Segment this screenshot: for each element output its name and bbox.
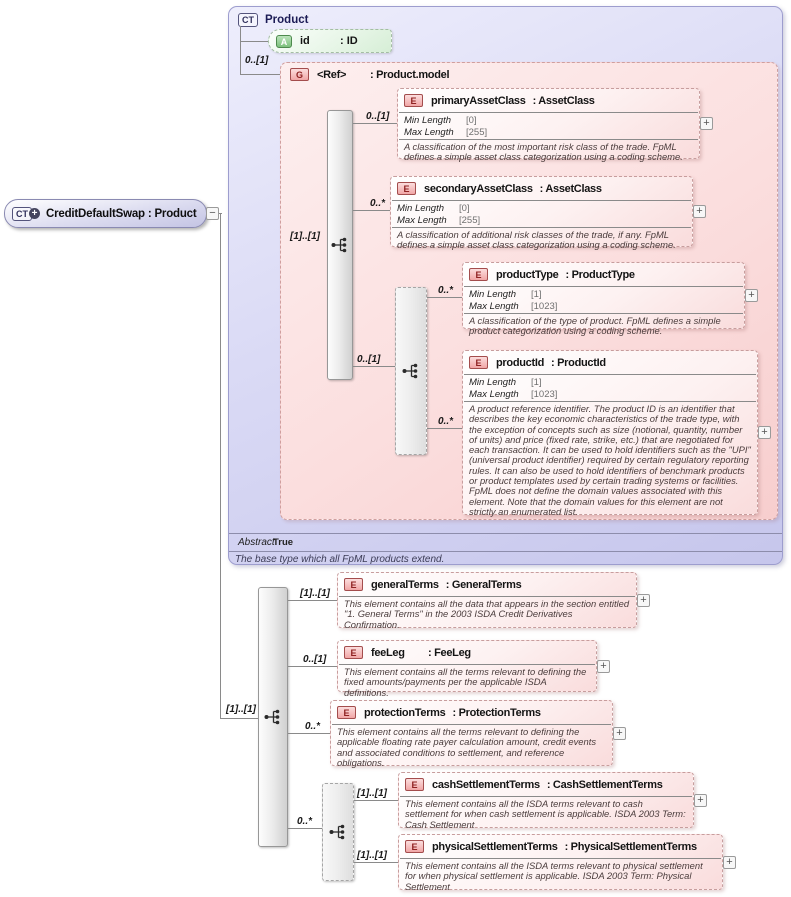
attribute-icon: A xyxy=(276,35,292,48)
element-name: protectionTerms xyxy=(364,706,446,719)
element-CreditDefaultSwap-node[interactable] xyxy=(4,199,207,228)
cardinality-label: [1]..[1] xyxy=(357,850,387,861)
element-description: A product reference identifier. The product ID is an identifier that describes the key economic characteristics of the trade type, with the exception of concepts such as size (notional, quantity, number of units) and price (fixed rate, strike, etc.) that are negotiated for each transaction. It can be used to hold identifiers such as the "UPI" (universal product identifier) required by certain regulatory reporting rules. It can also be used to hold identifiers of benchmark products or product templates used by certain trading systems or facilities. FpML does not define the domain values associated with this element. Note that the domain values for this element are not strictly an enumerated list. xyxy=(469,403,751,517)
connector-line xyxy=(427,428,462,429)
element-type: : FeeLeg xyxy=(428,646,471,659)
connector-line xyxy=(220,718,258,719)
cardinality-label: 0..* xyxy=(438,285,454,296)
element-icon: E xyxy=(337,706,356,719)
divider xyxy=(229,533,782,534)
element-header xyxy=(398,89,699,112)
expand-button[interactable]: + xyxy=(613,727,626,740)
expand-button[interactable]: + xyxy=(700,117,713,130)
expand-button[interactable]: + xyxy=(693,205,706,218)
element-description: This element contains all the ISDA terms relevant to physical settlement for when physical settlement is applicable. ISDA 2003 Term: Physical Settlement xyxy=(405,860,703,892)
cardinality-label: 0..* xyxy=(305,721,321,732)
element-productId[interactable] xyxy=(462,350,758,515)
element-icon: E xyxy=(344,578,363,591)
facet-label: Max Length xyxy=(404,126,454,138)
element-icon: E xyxy=(405,778,424,791)
group-name: <Ref> xyxy=(317,68,347,81)
cardinality-label: [1]..[1] xyxy=(357,788,387,799)
facet-label: Min Length xyxy=(404,115,452,126)
facet-value: [1023] xyxy=(531,300,558,312)
connector-line xyxy=(288,828,322,829)
element-type: : AssetClass xyxy=(539,182,602,195)
sequence-compositor[interactable] xyxy=(327,110,353,380)
element-icon: E xyxy=(469,356,488,369)
element-name: feeLeg xyxy=(371,646,405,659)
abstract-label: Abstract xyxy=(238,537,275,548)
sequence-compositor[interactable] xyxy=(395,287,427,455)
element-header xyxy=(399,835,722,858)
complextype-title: Product xyxy=(265,14,309,26)
connector-line xyxy=(240,41,268,42)
cardinality-label: 0..* xyxy=(370,198,386,209)
facet-list xyxy=(398,113,699,139)
connector-line xyxy=(288,733,330,734)
element-description: This element contains all the terms relevant to defining the applicable floating rate payer calculation amount, credit events and associated conditions to settlement, and reference obligations. xyxy=(337,726,597,769)
element-icon: E xyxy=(469,268,488,281)
element-icon: E xyxy=(344,646,363,659)
element-physicalSettlementTerms[interactable] xyxy=(398,834,723,890)
element-description: A classification of the most important risk class of the trade. FpML defines a simple asset class categorization using a coding scheme. xyxy=(404,141,683,163)
connector-line xyxy=(240,26,241,74)
facet-value: [1023] xyxy=(531,388,558,400)
element-type: : CashSettlementTerms xyxy=(546,778,663,791)
element-type: : GeneralTerms xyxy=(445,578,522,591)
complextype-description: The base type which all FpML products extend. xyxy=(235,554,445,565)
facet-label: Min Length xyxy=(469,289,517,300)
connector-line xyxy=(353,366,395,367)
collapse-button[interactable]: − xyxy=(206,207,219,220)
cardinality-label: 0..[1] xyxy=(245,55,269,66)
abstract-value: True xyxy=(273,537,294,548)
element-name: productId xyxy=(496,356,545,369)
connector-line xyxy=(354,862,398,863)
expand-button[interactable]: + xyxy=(758,426,771,439)
element-name: primaryAssetClass xyxy=(431,94,526,107)
sequence-icon xyxy=(329,823,347,841)
element-protectionTerms[interactable] xyxy=(330,700,613,769)
sequence-compositor[interactable] xyxy=(322,783,354,881)
element-header xyxy=(463,351,757,374)
element-name: productType xyxy=(496,268,559,281)
element-description: A classification of additional risk classes of the trade, if any. FpML defines a simple asset class categorization using a coding scheme. xyxy=(397,229,676,251)
connector-line xyxy=(240,74,280,75)
element-type: : PhysicalSettlementTerms xyxy=(564,840,697,853)
divider xyxy=(229,551,782,552)
element-description: This element contains all the data that appears in the section entitled "1. General Terms" in the 2003 ISDA Credit Derivatives Confirmation. xyxy=(344,598,630,630)
group-header xyxy=(281,63,777,81)
element-type: : ProtectionTerms xyxy=(452,706,541,719)
complextype-plus-icon xyxy=(12,207,40,221)
element-feeLeg[interactable] xyxy=(337,640,597,698)
cardinality-label: 0..* xyxy=(297,816,313,827)
element-name: CreditDefaultSwap : Product xyxy=(46,207,197,220)
cardinality-label: [1]..[1] xyxy=(290,231,320,242)
expand-button[interactable]: + xyxy=(637,594,650,607)
connector-line xyxy=(353,123,397,124)
facet-list xyxy=(391,201,692,227)
element-name: generalTerms xyxy=(371,578,439,591)
facet-list xyxy=(463,375,757,401)
connector-line xyxy=(220,213,221,719)
facet-list xyxy=(463,287,744,313)
element-header xyxy=(331,701,612,724)
facet-label: Max Length xyxy=(469,300,519,312)
connector-line xyxy=(353,210,390,211)
element-type: : ProductType xyxy=(565,268,635,281)
element-name: cashSettlementTerms xyxy=(432,778,540,791)
attribute-id-node[interactable] xyxy=(268,29,392,53)
sequence-compositor[interactable] xyxy=(258,587,288,847)
complextype-header xyxy=(229,7,782,27)
element-primaryAssetClass[interactable] xyxy=(397,88,700,163)
facet-value: [1] xyxy=(531,377,542,388)
element-name: secondaryAssetClass xyxy=(424,182,533,195)
attribute-name: id xyxy=(300,35,310,47)
group-icon: G xyxy=(290,68,309,81)
plus-circle-icon: + xyxy=(29,208,40,219)
attribute-type: : ID xyxy=(340,35,358,47)
element-icon: E xyxy=(405,840,424,853)
element-secondaryAssetClass[interactable] xyxy=(390,176,693,251)
sequence-icon xyxy=(331,236,349,254)
facet-value: [0] xyxy=(459,203,470,214)
facet-value: [255] xyxy=(466,126,488,138)
element-description: This element contains all the ISDA terms relevant to cash settlement for when cash settlement is applicable. ISDA 2003 Term: Cash Settlement xyxy=(405,798,686,830)
complextype-icon: CT xyxy=(238,13,258,27)
element-header xyxy=(399,773,693,796)
element-productType[interactable] xyxy=(462,262,745,337)
expand-button[interactable]: + xyxy=(694,794,707,807)
expand-button[interactable]: + xyxy=(597,660,610,673)
facet-value: [0] xyxy=(466,115,477,126)
element-description: A classification of the type of product. FpML defines a simple product categorization using a coding scheme. xyxy=(469,315,721,337)
element-name: physicalSettlementTerms xyxy=(432,840,558,853)
cardinality-label: [1]..[1] xyxy=(226,704,256,715)
facet-value: [255] xyxy=(459,214,481,226)
complextype-icon: CT xyxy=(12,207,32,221)
connector-line xyxy=(288,600,337,601)
facet-value: [1] xyxy=(531,289,542,300)
expand-button[interactable]: + xyxy=(723,856,736,869)
facet-label: Min Length xyxy=(469,377,517,388)
element-type: : AssetClass xyxy=(532,94,595,107)
facet-label: Max Length xyxy=(397,214,447,226)
connector-line xyxy=(354,800,398,801)
cardinality-label: 0..* xyxy=(438,416,454,427)
facet-label: Max Length xyxy=(469,388,519,400)
element-generalTerms[interactable] xyxy=(337,572,637,628)
sequence-icon xyxy=(264,708,282,726)
element-description: This element contains all the terms relevant to defining the fixed amounts/payments per the applicable ISDA definitions. xyxy=(344,666,587,698)
element-header xyxy=(338,641,596,664)
connector-line xyxy=(427,297,462,298)
cardinality-label: 0..[1] xyxy=(366,111,390,122)
element-icon: E xyxy=(404,94,423,107)
element-type: : ProductId xyxy=(551,356,606,369)
element-header xyxy=(463,263,744,286)
facet-label: Min Length xyxy=(397,203,445,214)
connector-line xyxy=(288,666,337,667)
element-icon: E xyxy=(397,182,416,195)
expand-button[interactable]: + xyxy=(745,289,758,302)
cardinality-label: [1]..[1] xyxy=(300,588,330,599)
sequence-icon xyxy=(402,362,420,380)
cardinality-label: 0..[1] xyxy=(357,354,381,365)
element-header xyxy=(391,177,692,200)
element-header xyxy=(338,573,636,596)
cardinality-label: 0..[1] xyxy=(303,654,327,665)
group-type: : Product.model xyxy=(370,68,450,81)
element-cashSettlementTerms[interactable] xyxy=(398,772,694,828)
